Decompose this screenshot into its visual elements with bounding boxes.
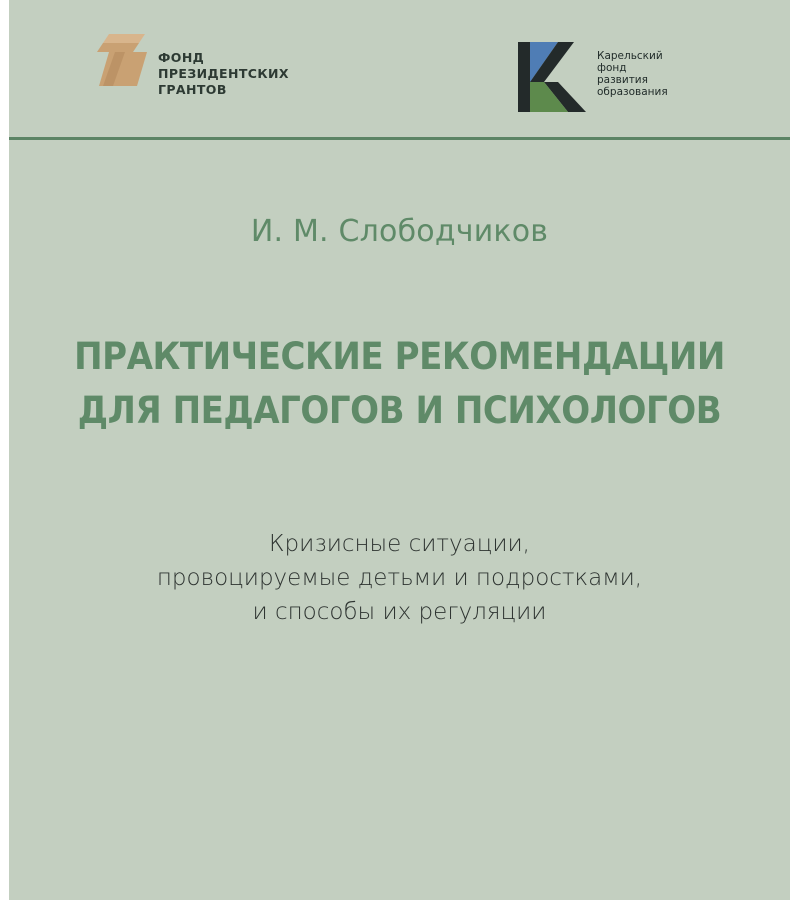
president-grants-fund-logo-icon	[95, 34, 153, 86]
fund-name-line: Карельский	[597, 50, 663, 62]
book-cover	[9, 0, 790, 900]
book-subtitle-line: провоцируемые детьми и подростками,	[156, 565, 643, 591]
president-grants-fund-logo	[95, 32, 315, 112]
header-divider	[9, 137, 790, 140]
fund-name-line: ГРАНТОВ	[158, 82, 227, 97]
karelian-education-fund-k-logo-icon	[518, 42, 588, 112]
president-grants-fund-name	[158, 50, 289, 98]
book-title-line: ДЛЯ ПЕДАГОГОВ И ПСИХОЛОГОВ	[77, 389, 722, 432]
fund-name-line: развития	[597, 74, 648, 86]
fund-name-line: фонд	[597, 62, 627, 74]
book-subtitle-line: Кризисные ситуации,	[269, 531, 530, 557]
karelian-education-fund-logo	[518, 42, 758, 114]
karelian-education-fund-name	[597, 50, 668, 98]
fund-name-line: ПРЕЗИДЕНТСКИХ	[158, 66, 289, 81]
book-title	[40, 330, 759, 438]
book-title-line: ПРАКТИЧЕСКИЕ РЕКОМЕНДАЦИИ	[74, 335, 725, 378]
cover-header	[9, 0, 790, 138]
fund-name-line: образования	[597, 86, 668, 98]
book-subtitle	[9, 527, 790, 629]
book-author: И. М. Слободчиков	[250, 214, 549, 249]
book-subtitle-line: и способы их регуляции	[252, 599, 547, 625]
fund-name-line: ФОНД	[158, 50, 205, 65]
